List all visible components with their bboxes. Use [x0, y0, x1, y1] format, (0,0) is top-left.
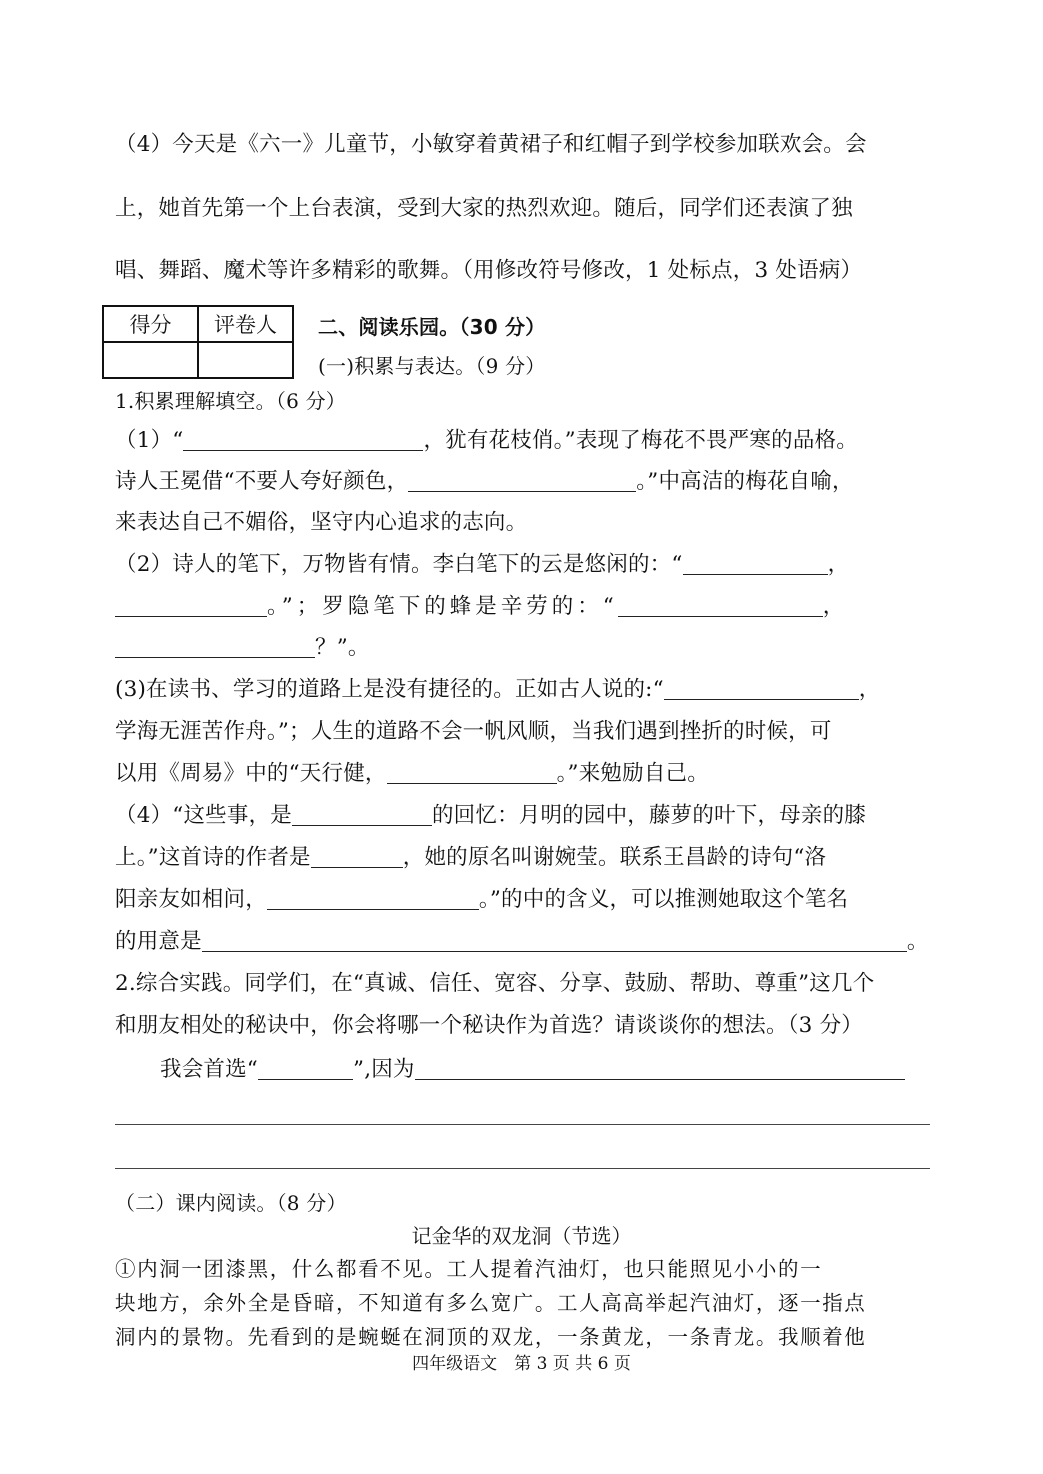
answer-blank[interactable] — [683, 552, 828, 575]
item-1-title: 1.积累理解填空。（6 分） — [115, 389, 346, 413]
text: 诗人王冕借“不要人夸好颜色， — [115, 469, 409, 494]
section-2-title: 二、阅读乐园。（30 分） — [318, 315, 546, 339]
item-1-p2-line-2 — [115, 592, 844, 622]
text: 的用意是 — [115, 929, 202, 954]
text: 我会首选“ — [160, 1057, 258, 1082]
text: ， — [858, 677, 881, 702]
score-cell[interactable] — [103, 342, 198, 378]
grader-header: 评卷人 — [198, 306, 293, 342]
score-table — [102, 305, 294, 379]
passage-line-3: 洞内的景物。先看到的是蜿蜒在洞顶的双龙，一条黄龙，一条青龙。我顺着他 — [115, 1325, 867, 1349]
answer-blank[interactable] — [415, 1057, 905, 1080]
q4-line-2: 上，她首先第一个上台表演，受到大家的热烈欢迎。随后，同学们还表演了独 — [115, 196, 853, 221]
answer-blank[interactable] — [183, 428, 423, 451]
grader-cell[interactable] — [198, 342, 293, 378]
text: （1）“ — [115, 428, 184, 453]
item-2-line-1: 2.综合实践。同学们，在“真诚、信任、宽容、分享、鼓励、帮助、尊重”这几个 — [115, 971, 875, 996]
item-1-p1-line-2 — [115, 467, 854, 497]
text: 以用《周易》中的“天行健， — [115, 761, 387, 786]
text: 阳亲友如相问， — [115, 887, 267, 912]
item-1-p4-line-3 — [115, 885, 848, 915]
answer-line[interactable] — [115, 1168, 930, 1169]
passage-line-2: 块地方，余外全是昏暗，不知道有多么宽广。工人高高举起汽油灯，逐一指点 — [115, 1291, 867, 1315]
item-1-p4-line-4 — [115, 927, 929, 957]
answer-blank[interactable] — [387, 761, 557, 784]
item-1-p4-line-1 — [115, 801, 866, 831]
item-1-p3-line-3 — [115, 759, 709, 789]
answer-blank[interactable] — [311, 845, 403, 868]
text: 。”中高洁的梅花自喻， — [636, 469, 854, 494]
answer-blank[interactable] — [664, 677, 859, 700]
answer-line[interactable] — [115, 1124, 930, 1125]
item-1-p3-line-1 — [115, 675, 881, 705]
passage-line-1: ①内洞一团漆黑，什么都看不见。工人提着汽油灯，也只能照见小小的一 — [115, 1257, 823, 1281]
item-2-answer-line — [160, 1055, 905, 1085]
q4-line-1: （4）今天是《六一》儿童节，小敏穿着黄裙子和红帽子到学校参加联欢会。会 — [115, 132, 867, 157]
answer-blank[interactable] — [618, 594, 823, 617]
text: （2）诗人的笔下，万物皆有情。李白笔下的云是悠闲的：“ — [115, 552, 683, 577]
answer-blank[interactable] — [292, 803, 432, 826]
answer-blank[interactable] — [115, 635, 315, 658]
text: ， — [822, 594, 845, 619]
answer-blank[interactable] — [408, 469, 636, 492]
item-2-line-2: 和朋友相处的秘诀中，你会将哪一个秘诀作为首选？请谈谈你的想法。（3 分） — [115, 1013, 863, 1038]
text: ？”。 — [315, 635, 370, 660]
section-2b-title: （二）课内阅读。（8 分） — [115, 1191, 347, 1215]
q4-line-3: 唱、舞蹈、魔术等许多精彩的歌舞。（用修改符号修改，1 处标点，3 处语病） — [115, 258, 863, 283]
text: ， — [827, 552, 850, 577]
item-1-p1-line-3: 来表达自己不媚俗，坚守内心追求的志向。 — [115, 510, 528, 535]
text: ，犹有花枝俏。”表现了梅花不畏严寒的品格。 — [423, 428, 858, 453]
item-1-p1-line-1 — [115, 426, 858, 456]
answer-blank[interactable] — [115, 594, 267, 617]
page-footer: 四年级语文 第 3 页 共 6 页 — [412, 1354, 631, 1374]
answer-blank[interactable] — [202, 929, 907, 952]
answer-blank[interactable] — [267, 887, 479, 910]
text: 。”来勉励自己。 — [556, 761, 709, 786]
section-2-sub-1: (一)积累与表达。（9 分） — [318, 354, 546, 378]
item-1-p4-line-2 — [115, 843, 826, 873]
passage-title: 记金华的双龙洞（节选） — [411, 1224, 632, 1248]
answer-blank[interactable] — [258, 1057, 353, 1080]
item-1-p2-line-3 — [115, 633, 370, 663]
score-header: 得分 — [103, 306, 198, 342]
text: 。”的中的含义，可以推测她取这个笔名 — [478, 887, 849, 912]
text: ”,因为 — [353, 1057, 415, 1082]
item-1-p3-line-2: 学海无涯苦作舟。”；人生的道路不会一帆风顺，当我们遇到挫折的时候，可 — [115, 719, 832, 744]
text: 的回忆：月明的园中，藤萝的叶下，母亲的膝 — [431, 803, 866, 828]
text: 。”；罗隐笔下的蜂是辛劳的：“ — [267, 594, 618, 619]
text: （4）“这些事，是 — [115, 803, 292, 828]
text: ，她的原名叫谢婉莹。联系王昌龄的诗句“洛 — [402, 845, 827, 870]
text: 上。”这首诗的作者是 — [115, 845, 311, 870]
text: (3)在读书、学习的道路上是没有捷径的。正如古人说的:“ — [115, 677, 664, 702]
item-1-p2-line-1 — [115, 550, 849, 580]
text: 。 — [906, 929, 929, 954]
